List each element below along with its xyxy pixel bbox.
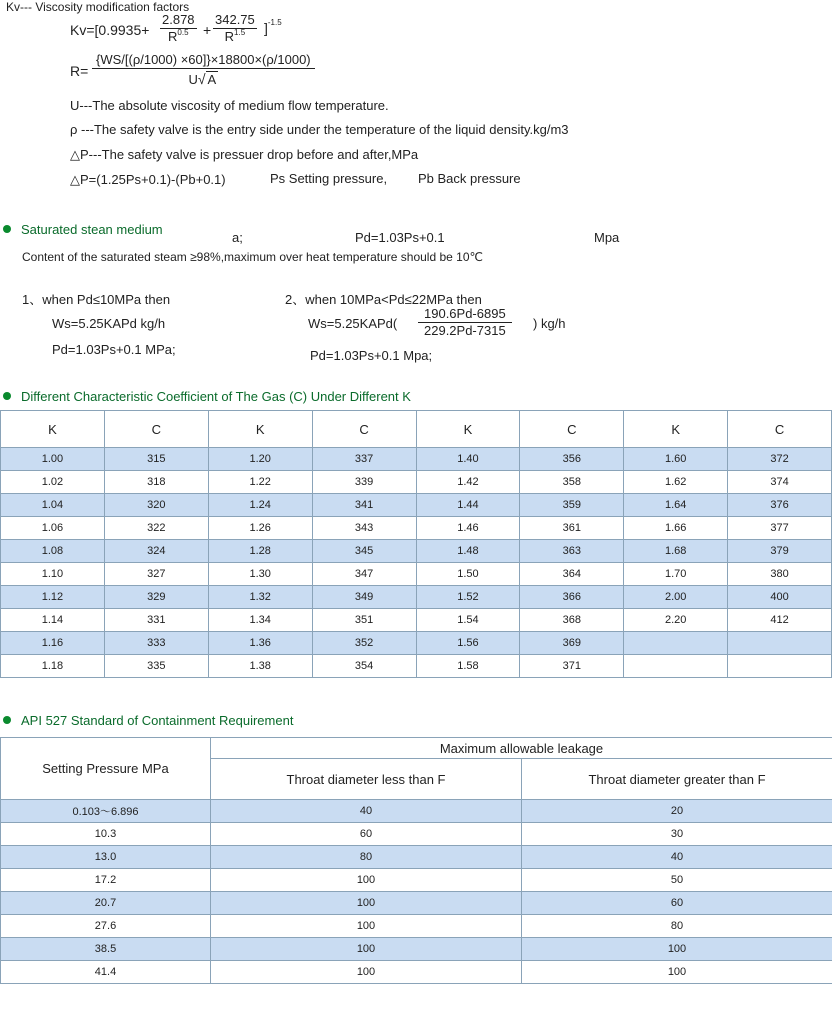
throat-greater-cell: 80 bbox=[522, 915, 832, 938]
case1-pd: Pd=1.03Ps+0.1 MPa; bbox=[52, 342, 176, 357]
throat-less-cell: 60 bbox=[211, 823, 522, 846]
c-cell: 351 bbox=[312, 609, 416, 632]
c-cell: 377 bbox=[728, 517, 832, 540]
dp-definition: △P---The safety valve is pressuer drop before and after,MPa bbox=[70, 147, 419, 162]
c-cell: 337 bbox=[312, 448, 416, 471]
k-cell: 2.20 bbox=[624, 609, 728, 632]
kv-fraction-1 bbox=[160, 12, 197, 45]
k-cell: 1.24 bbox=[208, 494, 312, 517]
r-denominator: U√ A bbox=[188, 71, 217, 87]
dp-formula: △P=(1.25Ps+0.1)-(Pb+0.1) bbox=[70, 172, 226, 187]
u-definition: U---The absolute viscosity of medium flow temperature. bbox=[70, 98, 389, 113]
k-cell: 1.32 bbox=[208, 586, 312, 609]
k-cell: 2.00 bbox=[624, 586, 728, 609]
k-cell: 1.22 bbox=[208, 471, 312, 494]
c-cell bbox=[728, 632, 832, 655]
gas-heading-text: Different Characteristic Coefficient of The Gas (C) Under Different K bbox=[21, 389, 411, 404]
throat-less-cell: 80 bbox=[211, 846, 522, 869]
table-row bbox=[1, 846, 832, 869]
table-row bbox=[1, 892, 832, 915]
steam-heading-text: Saturated stean medium bbox=[21, 222, 163, 237]
c-cell: 343 bbox=[312, 517, 416, 540]
c-cell: 412 bbox=[728, 609, 832, 632]
k-cell: 1.46 bbox=[416, 517, 520, 540]
kv-formula-prefix: Kv=[0.9935+ bbox=[70, 22, 150, 38]
c-cell: 327 bbox=[104, 563, 208, 586]
r-prefix: R= bbox=[70, 63, 89, 79]
table-row bbox=[1, 494, 832, 517]
bullet-icon bbox=[3, 225, 11, 233]
c-cell: 339 bbox=[312, 471, 416, 494]
gas-coefficient-table bbox=[0, 410, 832, 678]
steam-pd-formula: Pd=1.03Ps+0.1 bbox=[355, 230, 445, 245]
case2-fraction bbox=[418, 306, 512, 339]
table-row bbox=[1, 586, 832, 609]
c-cell: 322 bbox=[104, 517, 208, 540]
table-row bbox=[1, 961, 832, 984]
bullet-icon bbox=[3, 392, 11, 400]
header-c: C bbox=[312, 411, 416, 448]
throat-greater-cell: 60 bbox=[522, 892, 832, 915]
c-cell: 341 bbox=[312, 494, 416, 517]
k-cell: 1.64 bbox=[624, 494, 728, 517]
kv-fraction-1-denominator: $R^{0.5}$ bbox=[168, 28, 189, 44]
throat-less-cell: 100 bbox=[211, 915, 522, 938]
header-c: C bbox=[104, 411, 208, 448]
rho-definition: ρ ---The safety valve is the entry side under the temperature of the liquid density.kg/m3 bbox=[70, 122, 569, 137]
throat-greater-cell: 100 bbox=[522, 938, 832, 961]
header-c: C bbox=[520, 411, 624, 448]
c-cell: 400 bbox=[728, 586, 832, 609]
setting-pressure-cell: 10.3 bbox=[1, 823, 211, 846]
setting-pressure-cell: 38.5 bbox=[1, 938, 211, 961]
c-cell: 347 bbox=[312, 563, 416, 586]
c-cell: 329 bbox=[104, 586, 208, 609]
c-cell: 376 bbox=[728, 494, 832, 517]
k-cell: 1.60 bbox=[624, 448, 728, 471]
header-k: K bbox=[416, 411, 520, 448]
setting-pressure-cell: 0.103～6.896 bbox=[1, 800, 211, 823]
table-header-row bbox=[1, 411, 832, 448]
throat-greater-cell: 20 bbox=[522, 800, 832, 823]
throat-greater-cell: 40 bbox=[522, 846, 832, 869]
throat-less-cell: 100 bbox=[211, 869, 522, 892]
setting-pressure-cell: 13.0 bbox=[1, 846, 211, 869]
table-row bbox=[1, 823, 832, 846]
table-row bbox=[1, 938, 832, 961]
k-cell: 1.42 bbox=[416, 471, 520, 494]
c-cell: 364 bbox=[520, 563, 624, 586]
k-cell: 1.38 bbox=[208, 655, 312, 678]
k-cell: 1.54 bbox=[416, 609, 520, 632]
case2-ws-suffix: ) kg/h bbox=[533, 316, 566, 331]
k-cell: 1.18 bbox=[1, 655, 105, 678]
header-k: K bbox=[208, 411, 312, 448]
k-cell: 1.58 bbox=[416, 655, 520, 678]
c-cell: 352 bbox=[312, 632, 416, 655]
setting-pressure-cell: 27.6 bbox=[1, 915, 211, 938]
case1-ws: Ws=5.25KAPd kg/h bbox=[52, 316, 166, 331]
header-setting-pressure: Setting Pressure MPa bbox=[1, 738, 211, 800]
table-row bbox=[1, 609, 832, 632]
steam-heading bbox=[3, 222, 163, 237]
header-throat-less: Throat diameter less than F bbox=[211, 759, 522, 800]
case2-fraction-denominator: 229.2Pd-7315 bbox=[424, 323, 506, 338]
kv-fraction-2-numerator: 342.75 bbox=[215, 12, 255, 27]
throat-greater-cell: 50 bbox=[522, 869, 832, 892]
table-row bbox=[1, 540, 832, 563]
c-cell: 374 bbox=[728, 471, 832, 494]
setting-pressure-cell: 17.2 bbox=[1, 869, 211, 892]
k-cell: 1.70 bbox=[624, 563, 728, 586]
k-cell bbox=[624, 632, 728, 655]
c-cell: 331 bbox=[104, 609, 208, 632]
k-cell: 1.04 bbox=[1, 494, 105, 517]
table-row bbox=[1, 448, 832, 471]
k-cell: 1.68 bbox=[624, 540, 728, 563]
k-cell: 1.14 bbox=[1, 609, 105, 632]
c-cell: 371 bbox=[520, 655, 624, 678]
table-row bbox=[1, 655, 832, 678]
c-cell: 361 bbox=[520, 517, 624, 540]
c-cell: 359 bbox=[520, 494, 624, 517]
k-cell: 1.26 bbox=[208, 517, 312, 540]
table-row bbox=[1, 915, 832, 938]
case2-fraction-numerator: 190.6Pd-6895 bbox=[418, 306, 512, 323]
header-throat-greater: Throat diameter greater than F bbox=[522, 759, 832, 800]
k-cell: 1.52 bbox=[416, 586, 520, 609]
k-cell: 1.16 bbox=[1, 632, 105, 655]
c-cell: 345 bbox=[312, 540, 416, 563]
k-cell: 1.66 bbox=[624, 517, 728, 540]
api-containment-table bbox=[0, 737, 832, 984]
k-cell: 1.30 bbox=[208, 563, 312, 586]
header-max-leakage: Maximum allowable leakage bbox=[211, 738, 832, 759]
c-cell: 320 bbox=[104, 494, 208, 517]
setting-pressure-cell: 20.7 bbox=[1, 892, 211, 915]
k-cell: 1.06 bbox=[1, 517, 105, 540]
bullet-icon bbox=[3, 716, 11, 724]
header-k: K bbox=[1, 411, 105, 448]
k-cell: 1.44 bbox=[416, 494, 520, 517]
api-heading-text: API 527 Standard of Containment Requirement bbox=[21, 713, 294, 728]
k-cell bbox=[624, 655, 728, 678]
kv-plus: + bbox=[203, 22, 212, 38]
case2-pd: Pd=1.03Ps+0.1 Mpa; bbox=[310, 348, 433, 363]
r-fraction bbox=[92, 52, 315, 88]
c-cell: 363 bbox=[520, 540, 624, 563]
c-cell: 333 bbox=[104, 632, 208, 655]
c-cell: 335 bbox=[104, 655, 208, 678]
k-cell: 1.36 bbox=[208, 632, 312, 655]
throat-less-cell: 100 bbox=[211, 892, 522, 915]
steam-unit: Mpa bbox=[594, 230, 620, 245]
c-cell: 318 bbox=[104, 471, 208, 494]
table-row bbox=[1, 517, 832, 540]
throat-greater-cell: 100 bbox=[522, 961, 832, 984]
k-cell: 1.28 bbox=[208, 540, 312, 563]
kv-suffix: ]$^{-1.5}$ bbox=[264, 18, 282, 36]
k-cell: 1.08 bbox=[1, 540, 105, 563]
table-row bbox=[1, 869, 832, 892]
c-cell: 354 bbox=[312, 655, 416, 678]
c-cell: 356 bbox=[520, 448, 624, 471]
case2-title: 2、when 10MPa<Pd≤22MPa then bbox=[285, 292, 482, 307]
k-cell: 1.20 bbox=[208, 448, 312, 471]
header-k: K bbox=[624, 411, 728, 448]
k-cell: 1.34 bbox=[208, 609, 312, 632]
k-cell: 1.10 bbox=[1, 563, 105, 586]
c-cell: 358 bbox=[520, 471, 624, 494]
table-row bbox=[1, 800, 832, 823]
k-cell: 1.48 bbox=[416, 540, 520, 563]
setting-pressure-cell: 41.4 bbox=[1, 961, 211, 984]
table-row bbox=[1, 563, 832, 586]
kv-description: Viscosity modification factors bbox=[35, 0, 190, 14]
gas-heading bbox=[3, 389, 411, 404]
pb-note: Pb Back pressure bbox=[418, 171, 521, 186]
c-cell: 349 bbox=[312, 586, 416, 609]
c-cell bbox=[728, 655, 832, 678]
k-cell: 1.50 bbox=[416, 563, 520, 586]
case1-title: 1、when Pd≤10MPa then bbox=[22, 292, 171, 307]
k-cell: 1.02 bbox=[1, 471, 105, 494]
k-cell: 1.56 bbox=[416, 632, 520, 655]
throat-greater-cell: 30 bbox=[522, 823, 832, 846]
steam-content-note: Content of the saturated steam ≥98%,maximum over heat temperature should be 10℃ bbox=[22, 250, 483, 264]
kv-fraction-2-denominator: $R^{1.5}$ bbox=[224, 28, 246, 44]
k-cell: 1.62 bbox=[624, 471, 728, 494]
r-numerator: {WS/[(ρ/1000) ×60]}×18800×(ρ/1000) bbox=[92, 52, 315, 69]
kv-label: Kv--- bbox=[6, 0, 32, 14]
kv-fraction-2 bbox=[213, 12, 257, 45]
ps-note: Ps Setting pressure, bbox=[270, 171, 388, 186]
steam-a-label: a; bbox=[232, 230, 243, 245]
c-cell: 380 bbox=[728, 563, 832, 586]
c-cell: 369 bbox=[520, 632, 624, 655]
k-cell: 1.00 bbox=[1, 448, 105, 471]
k-cell: 1.12 bbox=[1, 586, 105, 609]
table-row bbox=[1, 632, 832, 655]
c-cell: 315 bbox=[104, 448, 208, 471]
c-cell: 379 bbox=[728, 540, 832, 563]
throat-less-cell: 40 bbox=[211, 800, 522, 823]
header-c: C bbox=[728, 411, 832, 448]
throat-less-cell: 100 bbox=[211, 961, 522, 984]
table-row bbox=[1, 471, 832, 494]
c-cell: 368 bbox=[520, 609, 624, 632]
case2-ws-prefix: Ws=5.25KAPd( bbox=[308, 316, 398, 331]
c-cell: 324 bbox=[104, 540, 208, 563]
c-cell: 372 bbox=[728, 448, 832, 471]
k-cell: 1.40 bbox=[416, 448, 520, 471]
throat-less-cell: 100 bbox=[211, 938, 522, 961]
kv-fraction-1-numerator: 2.878 bbox=[162, 12, 195, 27]
api-heading bbox=[3, 713, 293, 728]
c-cell: 366 bbox=[520, 586, 624, 609]
